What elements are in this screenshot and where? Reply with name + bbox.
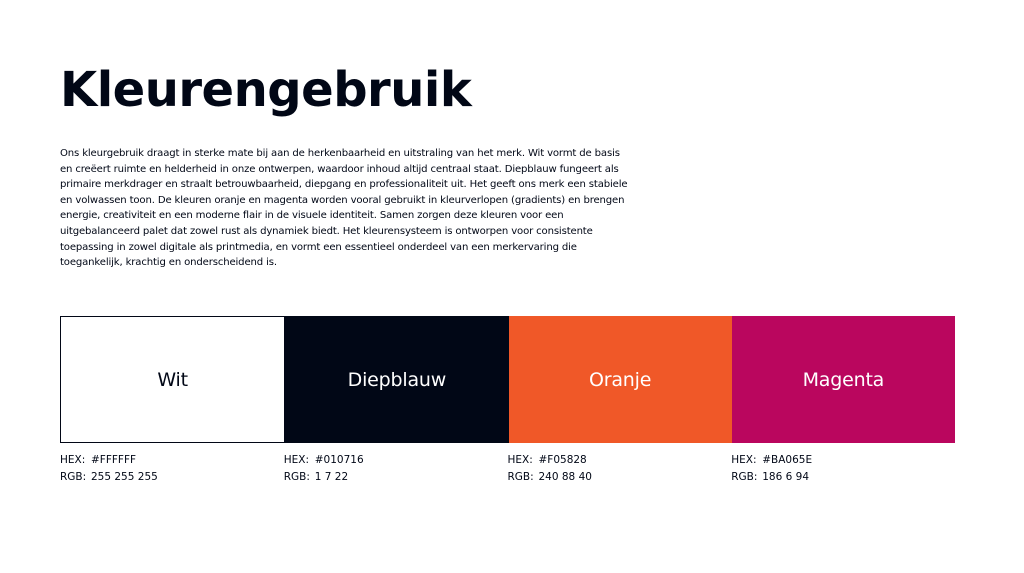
rgb-value: 1 7 22 — [314, 471, 349, 483]
rgb-row — [284, 469, 508, 486]
rgb-label: RGB: — [283, 471, 310, 483]
hex-value: #010716 — [314, 454, 364, 466]
swatch-oranje — [509, 316, 732, 443]
rgb-row — [731, 469, 955, 486]
hex-row — [60, 452, 284, 469]
color-codes — [60, 452, 955, 486]
rgb-value: 255 255 255 — [91, 471, 158, 483]
hex-label: HEX: — [283, 454, 310, 466]
hex-value: #BA065E — [762, 454, 813, 466]
swatch-diepblauw — [285, 316, 508, 443]
rgb-row — [60, 469, 284, 486]
rgb-row — [508, 469, 732, 486]
hex-row — [508, 452, 732, 469]
codes-diepblauw — [284, 452, 508, 486]
color-swatches — [60, 316, 955, 443]
page-title: Kleurengebruik — [60, 62, 472, 118]
intro-paragraph: Ons kleurgebruik draagt in sterke mate bij aan de herkenbaarheid en uitstraling van het merk. Wit vormt de basis en creëert ruimte en helderheid in onze ontwerpen, waardoor inhoud altijd centraal staat. Diepblauw fungeert als primaire merkdrager en straalt betrouwbaarheid, diepgang en professionaliteit uit. Het geeft ons merk een stabiele en volwassen toon. De kleuren oranje en magenta worden vooral gebruikt in kleurverlopen (gradients) en brengen energie, creativiteit en een moderne flair in de visuele identiteit. Samen zorgen deze kleuren voor een uitgebalanceerd palet dat zowel rust als dynamiek biedt. Het kleurensysteem is ontworpen voor consistente toepassing in zowel digitale als printmedia, en vormt een essentieel onderdeel van een merkervaring die toegankelijk, krachtig en onderscheidend is. — [60, 148, 628, 269]
hex-label: HEX: — [60, 454, 86, 466]
rgb-label: RGB: — [731, 471, 758, 483]
swatch-name-diepblauw: Diepblauw — [347, 368, 447, 391]
hex-label: HEX: — [731, 454, 757, 466]
swatch-name-magenta: Magenta — [802, 368, 885, 391]
rgb-label: RGB: — [60, 471, 87, 483]
swatch-magenta — [732, 316, 955, 443]
swatch-name-wit: Wit — [157, 368, 188, 391]
hex-label: HEX: — [507, 454, 533, 466]
rgb-label: RGB: — [507, 471, 534, 483]
hex-row — [731, 452, 955, 469]
hex-value: #F05828 — [538, 454, 587, 466]
swatch-name-oranje: Oranje — [589, 368, 652, 391]
hex-row — [284, 452, 508, 469]
hex-value: #FFFFFF — [91, 454, 137, 466]
swatch-wit — [60, 316, 285, 443]
rgb-value: 240 88 40 — [538, 471, 592, 483]
codes-oranje — [508, 452, 732, 486]
codes-magenta — [731, 452, 955, 486]
codes-wit — [60, 452, 284, 486]
rgb-value: 186 6 94 — [762, 471, 810, 483]
